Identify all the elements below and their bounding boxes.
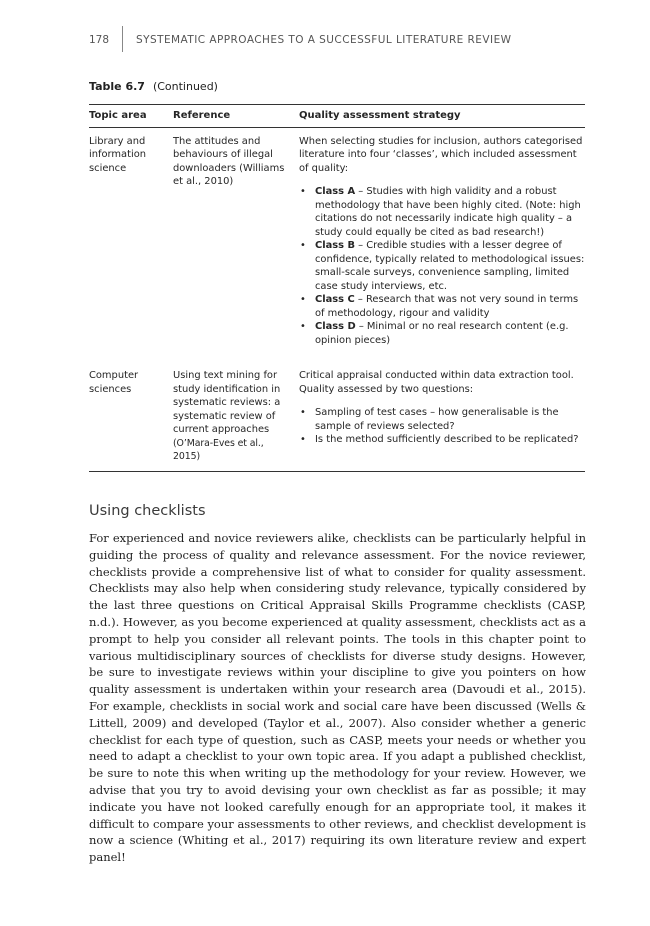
reference-title: Using text mining for study identification in systematic reviews: a systematic review of current approaches [173, 370, 281, 435]
reference-citation: (O’Mara-Eves et al., 2015) [173, 437, 264, 462]
reference-cell: The attitudes and behaviours of illegal downloaders (Williams et al., 2010) [173, 135, 285, 187]
page-number: 178 [89, 34, 110, 46]
question-list [299, 406, 585, 447]
bullet-icon: • [300, 186, 306, 197]
class-description: – Research that was not very sound in terms of methodology, rigour and validity [315, 294, 579, 319]
topic-area-cell: Computer sciences [89, 360, 173, 471]
table-label: Table 6.7 [89, 80, 145, 93]
list-item [299, 320, 585, 347]
table-row [89, 360, 585, 471]
bullet-icon: • [300, 434, 306, 445]
class-name: Class D [315, 321, 356, 332]
table-caption-text: (Continued) [152, 80, 218, 93]
class-name: Class B [315, 240, 356, 251]
running-head-divider [122, 26, 123, 52]
quality-assessment-table [89, 104, 585, 472]
body-paragraph: For experienced and novice reviewers alike, checklists can be particularly helpful in guiding the process of quality and relevance assessment. For the novice reviewer, checklists provide a comprehensive list of what to consider for quality assessment. Checklists may also help when considering study relevance, typically considered by the last three questions on Critical Appraisal Skills Programme checklists (CASP, n.d.). However, as you become experienced at quality assessment, checklists act as a prompt to help you consider all relevant points. The tools in this chapter point to various multidisciplinary sources of checklists for diverse study designs. However, be sure to investigate reviews within your discipline to give you pointers on how quality assessment is undertaken within your research area (Davoudi et al., 2015). For example, checklists in social work and social care have been discussed (Wells & Littell, 2009) and developed (Taylor et al., 2007). Also consider whether a generic checklist for each type of question, such as CASP, meets your needs or whether you need to adapt a checklist to your own topic area. If you adapt a published checklist, be sure to note this when writing up the methodology for your review. However, we advise that you try to avoid devising your own checklist as far as possible; it may indicate you have not looked carefully enough for an appropriate tool, it makes it difficult to compare your assessments to other reviews, and checklist development is now a science (Whiting et al., 2017) requiring its own literature review and expert panel! [89, 531, 586, 865]
bullet-icon: • [300, 321, 306, 332]
list-item [299, 293, 585, 320]
column-header-reference: Reference [173, 105, 299, 128]
list-item [299, 239, 585, 293]
running-head [89, 26, 590, 52]
topic-area-cell: Library and information science [89, 135, 146, 174]
strategy-intro: When selecting studies for inclusion, authors categorised literature into four ‘classes’, which included assessment of quality: [299, 135, 583, 174]
column-header-strategy: Quality assessment strategy [299, 105, 585, 128]
strategy-cell [299, 127, 585, 360]
table-caption [89, 80, 218, 93]
strategy-cell [299, 360, 585, 471]
list-item [299, 185, 585, 239]
running-head-title: SYSTEMATIC APPROACHES TO A SUCCESSFUL LITERATURE REVIEW [136, 34, 512, 46]
list-item [299, 406, 585, 433]
reference-cell [173, 360, 299, 471]
class-description: – Studies with high validity and a robust methodology that have been highly cited. (Note: high citations do not necessarily indicate high quality – a study could equally be cited as bad research!) [315, 186, 581, 238]
section-heading: Using checklists [89, 503, 206, 519]
table-row [89, 127, 585, 360]
question-text: Is the method sufficiently described to be replicated? [315, 434, 579, 445]
list-item [299, 433, 585, 447]
table-header-row [89, 105, 585, 128]
bullet-icon: • [300, 240, 306, 251]
class-list [299, 185, 585, 347]
bullet-icon: • [300, 294, 306, 305]
column-header-topic-area: Topic area [89, 105, 173, 128]
question-text: Sampling of test cases – how generalisable is the sample of reviews selected? [315, 407, 559, 432]
class-description: – Minimal or no real research content (e.g. opinion pieces) [315, 321, 569, 346]
class-name: Class A [315, 186, 356, 197]
bullet-icon: • [300, 407, 306, 418]
class-description: – Credible studies with a lesser degree of confidence, typically related to methodological issues: small-scale surveys, convenience sampling, limited case study interviews, etc. [315, 240, 585, 292]
strategy-intro: Critical appraisal conducted within data extraction tool. Quality assessed by two questions: [299, 370, 574, 395]
class-name: Class C [315, 294, 355, 305]
